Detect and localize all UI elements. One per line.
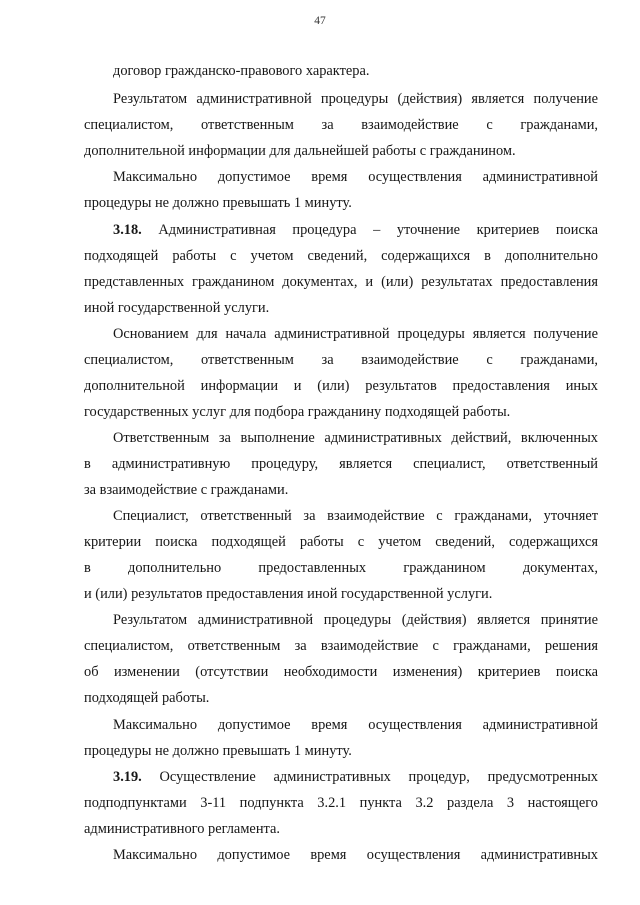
text-line: Основанием для начала административной процедуры является получение [113,326,598,342]
text-line: дополнительной информации для дальнейшей работы с гражданином. [84,143,516,159]
text-line: Ответственным за выполнение административных действий, включенных [113,430,598,446]
text-line: подходящей работы с учетом сведений, содержащихся в дополнительно [84,248,598,264]
text-line [113,768,598,786]
section-heading-text: Административная процедура – уточнение критериев поиска [158,222,598,238]
text-line: Максимально допустимое время осуществления административных [113,847,598,863]
text-line: подподпунктами 3-11 подпункта 3.2.1 пункта 3.2 раздела 3 настоящего [84,795,598,811]
text-line: процедуры не должно превышать 1 минуту. [84,195,352,211]
text-line: в административную процедуру, является специалист, ответственный [84,456,598,472]
text-line: за взаимодействие с гражданами. [84,482,289,498]
text-line: Результатом административной процедуры (действия) является получение [113,91,598,107]
text-line: Максимально допустимое время осуществления административной [113,717,598,733]
text-line: специалистом, ответственным за взаимодействие с гражданами, решения [84,638,598,654]
text-line: государственных услуг для подбора гражданину подходящей работы. [84,404,511,420]
section-number: 3.18. [113,222,142,238]
text-line: Максимально допустимое время осуществления административной [113,169,598,185]
section-heading-text: Осуществление административных процедур, предусмотренных [159,769,598,785]
text-line: Специалист, ответственный за взаимодействие с гражданами, уточняет [113,508,598,524]
text-line: иной государственной услуги. [84,300,270,316]
text-line: специалистом, ответственным за взаимодействие с гражданами, [84,352,598,368]
text-line: дополнительной информации и (или) результатов предоставления иных [84,378,598,394]
text-line: административного регламента. [84,821,280,837]
text-line: и (или) результатов предоставления иной государственной услуги. [84,586,493,602]
text-line: в дополнительно предоставленных гражданином документах, [84,560,598,576]
text-line: представленных гражданином документах, и (или) результатах предоставления [84,274,598,290]
page-number: 47 [314,15,326,27]
text-line: критерии поиска подходящей работы с учетом сведений, содержащихся [84,534,598,550]
text-line [113,221,598,239]
text-line: подходящей работы. [84,690,210,706]
text-line: специалистом, ответственным за взаимодействие с гражданами, [84,117,598,133]
text-line: процедуры не должно превышать 1 минуту. [84,743,352,759]
section-number: 3.19. [113,769,142,785]
text-line: договор гражданско-правового характера. [113,63,370,79]
text-line: об изменении (отсутствии необходимости изменения) критериев поиска [84,664,598,680]
text-line: Результатом административной процедуры (действия) является принятие [113,612,598,628]
